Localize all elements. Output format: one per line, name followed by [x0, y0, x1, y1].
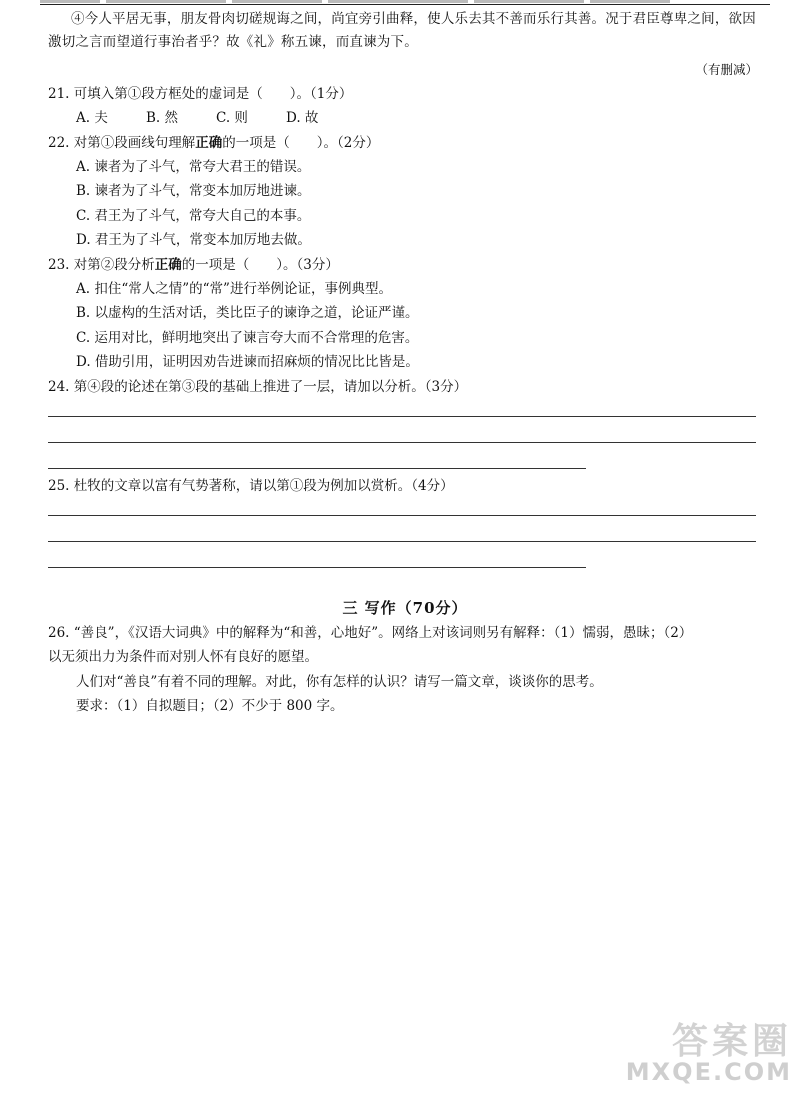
q22-option-a: A. 谏者为了斗气，常夸大君王的错误。	[76, 159, 311, 175]
question-26-requirements: 要求：（1）自拟题目；（2）不少于 800 字。	[76, 698, 344, 714]
cropped-previous-line	[40, 0, 770, 6]
q23-option-a: A. 扣住“常人之情”的“常”进行举例论证，事例典型。	[76, 281, 392, 297]
q23-option-c: C. 运用对比，鲜明地突出了谏言夸大而不合常理的危害。	[76, 330, 419, 346]
answer-line[interactable]	[48, 567, 586, 568]
option-a: A. 夫	[76, 110, 108, 126]
answer-line[interactable]	[48, 541, 756, 542]
question-26-line-1: 26. “善良”，《汉语大词典》中的解释为“和善，心地好”。网络上对该词则另有解释：（1）懦弱，愚昧；（2）	[48, 625, 693, 641]
q23-option-b: B. 以虚构的生活对话，类比臣子的谏诤之道，论证严谨。	[76, 305, 419, 321]
question-22: 22. 对第①段画线句理解正确的一项是（ ）。（2分）	[48, 135, 380, 151]
option-d: D. 故	[286, 110, 319, 126]
passage-note: （有删减）	[695, 62, 758, 77]
question-26-line-3: 人们对“善良”有着不同的理解。对此，你有怎样的认识？请写一篇文章，谈谈你的思考。	[76, 674, 603, 690]
passage-paragraph-4: ④今人平居无事，朋友骨肉切磋规诲之间，尚宜旁引曲释，使人乐去其不善而乐行其善。况于君臣尊卑之间，欲因激切之言而望道行事治者乎？故《礼》称五谏，而直谏为下。	[48, 11, 756, 50]
section-heading: 三 写作（70分）	[342, 599, 468, 617]
watermark-logo: 答案圈 MXQE.COM	[625, 1021, 792, 1086]
q23-option-d: D. 借助引用，证明因劝告进谏而招麻烦的情况比比皆是。	[76, 354, 419, 370]
question-26-line-2: 以无须出力为条件而对别人怀有良好的愿望。	[48, 649, 318, 665]
answer-line[interactable]	[48, 416, 756, 417]
option-b: B. 然	[146, 110, 179, 126]
answer-line[interactable]	[48, 515, 756, 516]
option-c: C. 则	[216, 110, 248, 126]
question-24: 24. 第④段的论述在第③段的基础上推进了一层，请加以分析。（3分）	[48, 379, 468, 395]
question-21: 21. 可填入第①段方框处的虚词是（ ）。（1分）	[48, 86, 353, 102]
q22-option-c: C. 君王为了斗气，常夸大自己的本事。	[76, 208, 311, 224]
question-21-options	[76, 108, 356, 128]
top-rule	[40, 4, 770, 5]
answer-line[interactable]	[48, 442, 756, 443]
question-25: 25. 杜牧的文章以富有气势著称，请以第①段为例加以赏析。（4分）	[48, 478, 454, 494]
answer-line[interactable]	[48, 468, 586, 469]
q22-option-d: D. 君王为了斗气，常变本加厉地去做。	[76, 232, 311, 248]
question-23: 23. 对第②段分析正确的一项是（ ）。（3分）	[48, 257, 339, 273]
q22-option-b: B. 谏者为了斗气，常变本加厉地进谏。	[76, 183, 311, 199]
